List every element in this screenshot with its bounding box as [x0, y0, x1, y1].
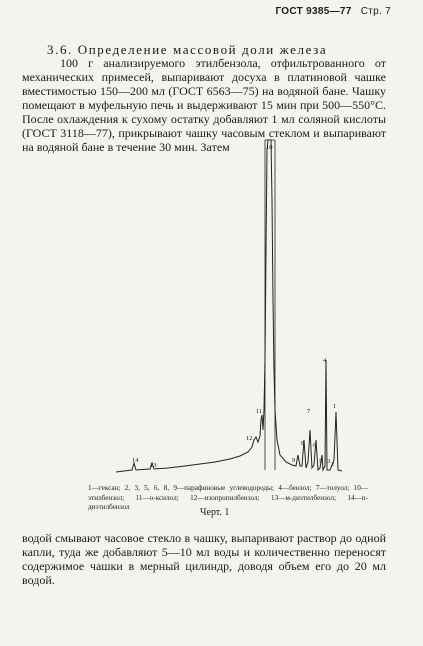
peak-label-7: 7 — [307, 408, 311, 415]
peak-label-9: 9 — [292, 457, 296, 464]
figure-caption: Черт. 1 — [200, 507, 230, 518]
paragraph-bottom: водой смывают часовое стекло в чашку, выпаривают раствор до одной капли, туда же добавляют 5—10 мл воды и количественно переносят содержимое чашки в мерный цилиндр, доводя объем его до 20 мл водой. — [22, 531, 386, 587]
figure-legend: 1—гексан; 2, 3, 5, 6, 8, 9—парафиновые углеводороды; 4—бензол; 7—толуол; 10—этилбензол; 11—о-ксилол; 12—изопропилбензол; 13—м-диэтилбензол; 14—п-диэтилбензол — [88, 484, 368, 511]
peak-label-13: 13 — [150, 462, 157, 469]
chromatogram-trace — [116, 140, 342, 472]
peak-label-11: 11 — [256, 408, 263, 415]
peak-label-8: 8 — [301, 440, 305, 447]
section-title: 3.6. Определение массовой доли железа — [47, 42, 328, 57]
peak-label-4: 4 — [323, 357, 327, 364]
peak-label-2: 2 — [331, 461, 335, 468]
peak-label-3: 3 — [327, 458, 331, 465]
peak-label-14: 14 — [132, 457, 139, 464]
peak-label-12: 12 — [246, 435, 253, 442]
peak-label-6: 6 — [313, 442, 317, 449]
peak-label-10: 10 — [266, 144, 273, 151]
standard-number: ГОСТ 9385—77 — [275, 6, 352, 17]
paragraph-text: 100 г анализируемого этилбензола, отфильтрованного от механических примесей, выпаривают досуха в платиновой чашке вместимостью 150—200 мл (ГОСТ 6563—75) на водяной бане. Чашку помещают в муфельную печь и выдерживают 15 мин при 500—550°С. После охлаждения к сухому остатку добавляют 1 мл соляной кислоты (ГОСТ 3118—77), прикрывают чашку часовым стеклом и выпаривают на водяной бане в течение 30 мин. Затем — [22, 56, 386, 154]
page-number: Стр. 7 — [360, 6, 391, 17]
peak-label-5: 5 — [319, 458, 323, 465]
peak-label-1: 1 — [333, 403, 337, 410]
